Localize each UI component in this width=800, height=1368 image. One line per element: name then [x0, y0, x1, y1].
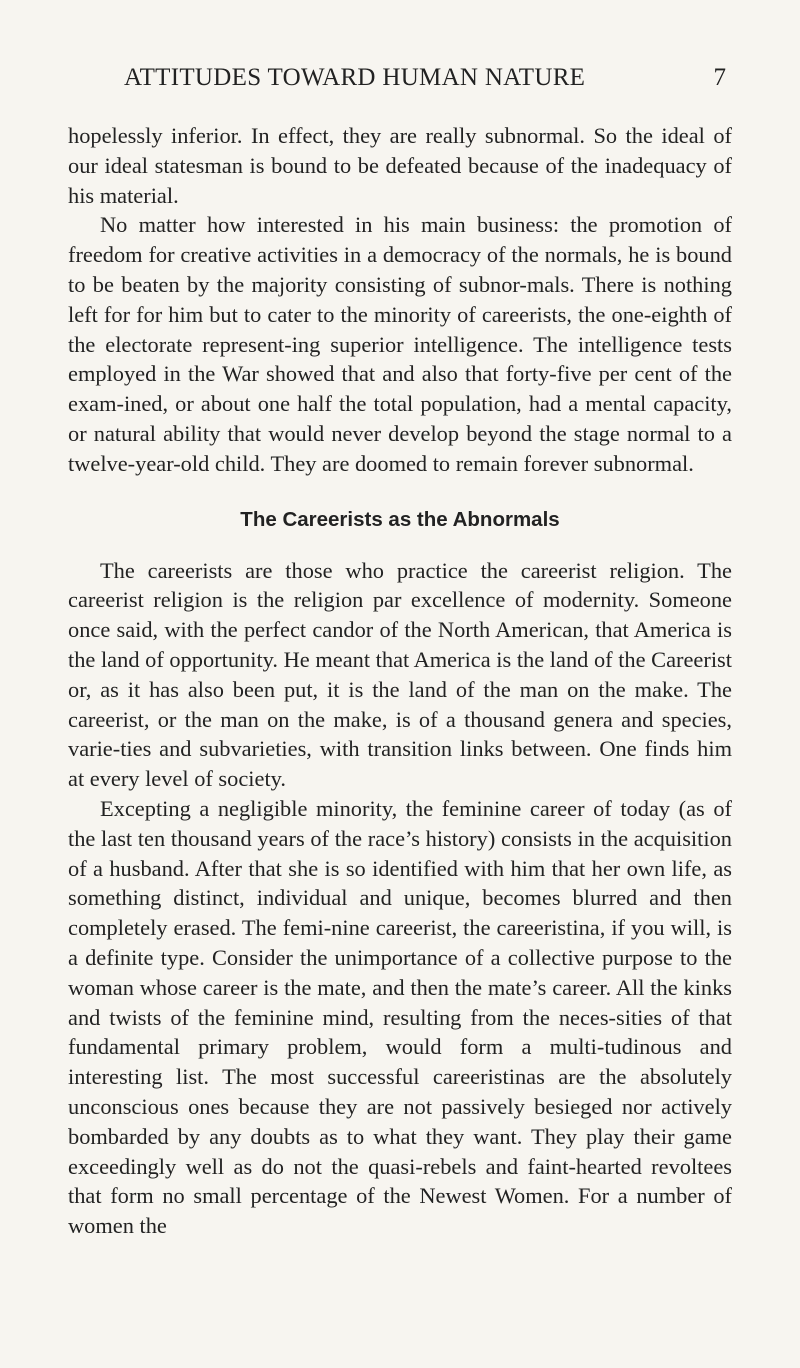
paragraph: hopelessly inferior. In effect, they are really subnormal. So the ideal of our ideal statesman is bound to be defeated because of the inadequacy of his material. — [68, 123, 732, 208]
page-number: 7 — [713, 64, 726, 91]
paragraph: Excepting a negligible minority, the feminine career of today (as of the last ten thousand years of the race’s history) consists in the acquisition of a husband. After that she is so identified with him that her own life, as something distinct, individual and unique, becomes blurred and then completely erased. The femi-nine careerist, the careeristina, if you will, is a definite type. Consider the unimportance of a collective purpose to the woman whose career is the mate, and then the mate’s career. All the kinks and twists of the feminine mind, resulting from the neces-sities of that fundamental primary problem, would form a multi-tudinous and interesting list. The most successful careeristinas are the absolutely unconscious ones because they are not passively besieged nor actively bombarded by any doubts as to what they want. They play their game exceedingly well as do not the quasi-rebels and faint-hearted revoltees that form no small percentage of the Newest Women. For a number of women the — [68, 795, 732, 1239]
paragraph: No matter how interested in his main business: the promotion of freedom for creative activities in a democracy of the normals, he is bound to be beaten by the majority consisting of subnor-mals. There is nothing left for for him but to cater to the minority of careerists, the one-eighth of the electorate represent-ing superior intelligence. The intelligence tests employed in the War showed that and also that forty-five per cent of the exam-ined, or about one half the total population, had a mental capacity, or natural ability that would never develop beyond the stage normal to a twelve-year-old child. They are doomed to remain forever subnormal. — [68, 212, 732, 476]
running-title: ATTITUDES TOWARD HUMAN NATURE — [124, 64, 586, 91]
running-head — [124, 64, 726, 104]
body-text — [68, 121, 732, 1241]
section-heading: The Careerists as the Abnormals — [240, 507, 560, 531]
paragraph: The careerists are those who practice the careerist religion. The careerist religion is the religion par excellence of modernity. Someone once said, with the perfect candor of the North American, that America is the land of opportunity. He meant that America is the land of the Careerist or, as it has also been put, it is the land of the man on the make. The careerist, or the man on the make, is of a thousand genera and species, varie-ties and subvarieties, with transition links between. One finds him at every level of society. — [68, 557, 732, 792]
